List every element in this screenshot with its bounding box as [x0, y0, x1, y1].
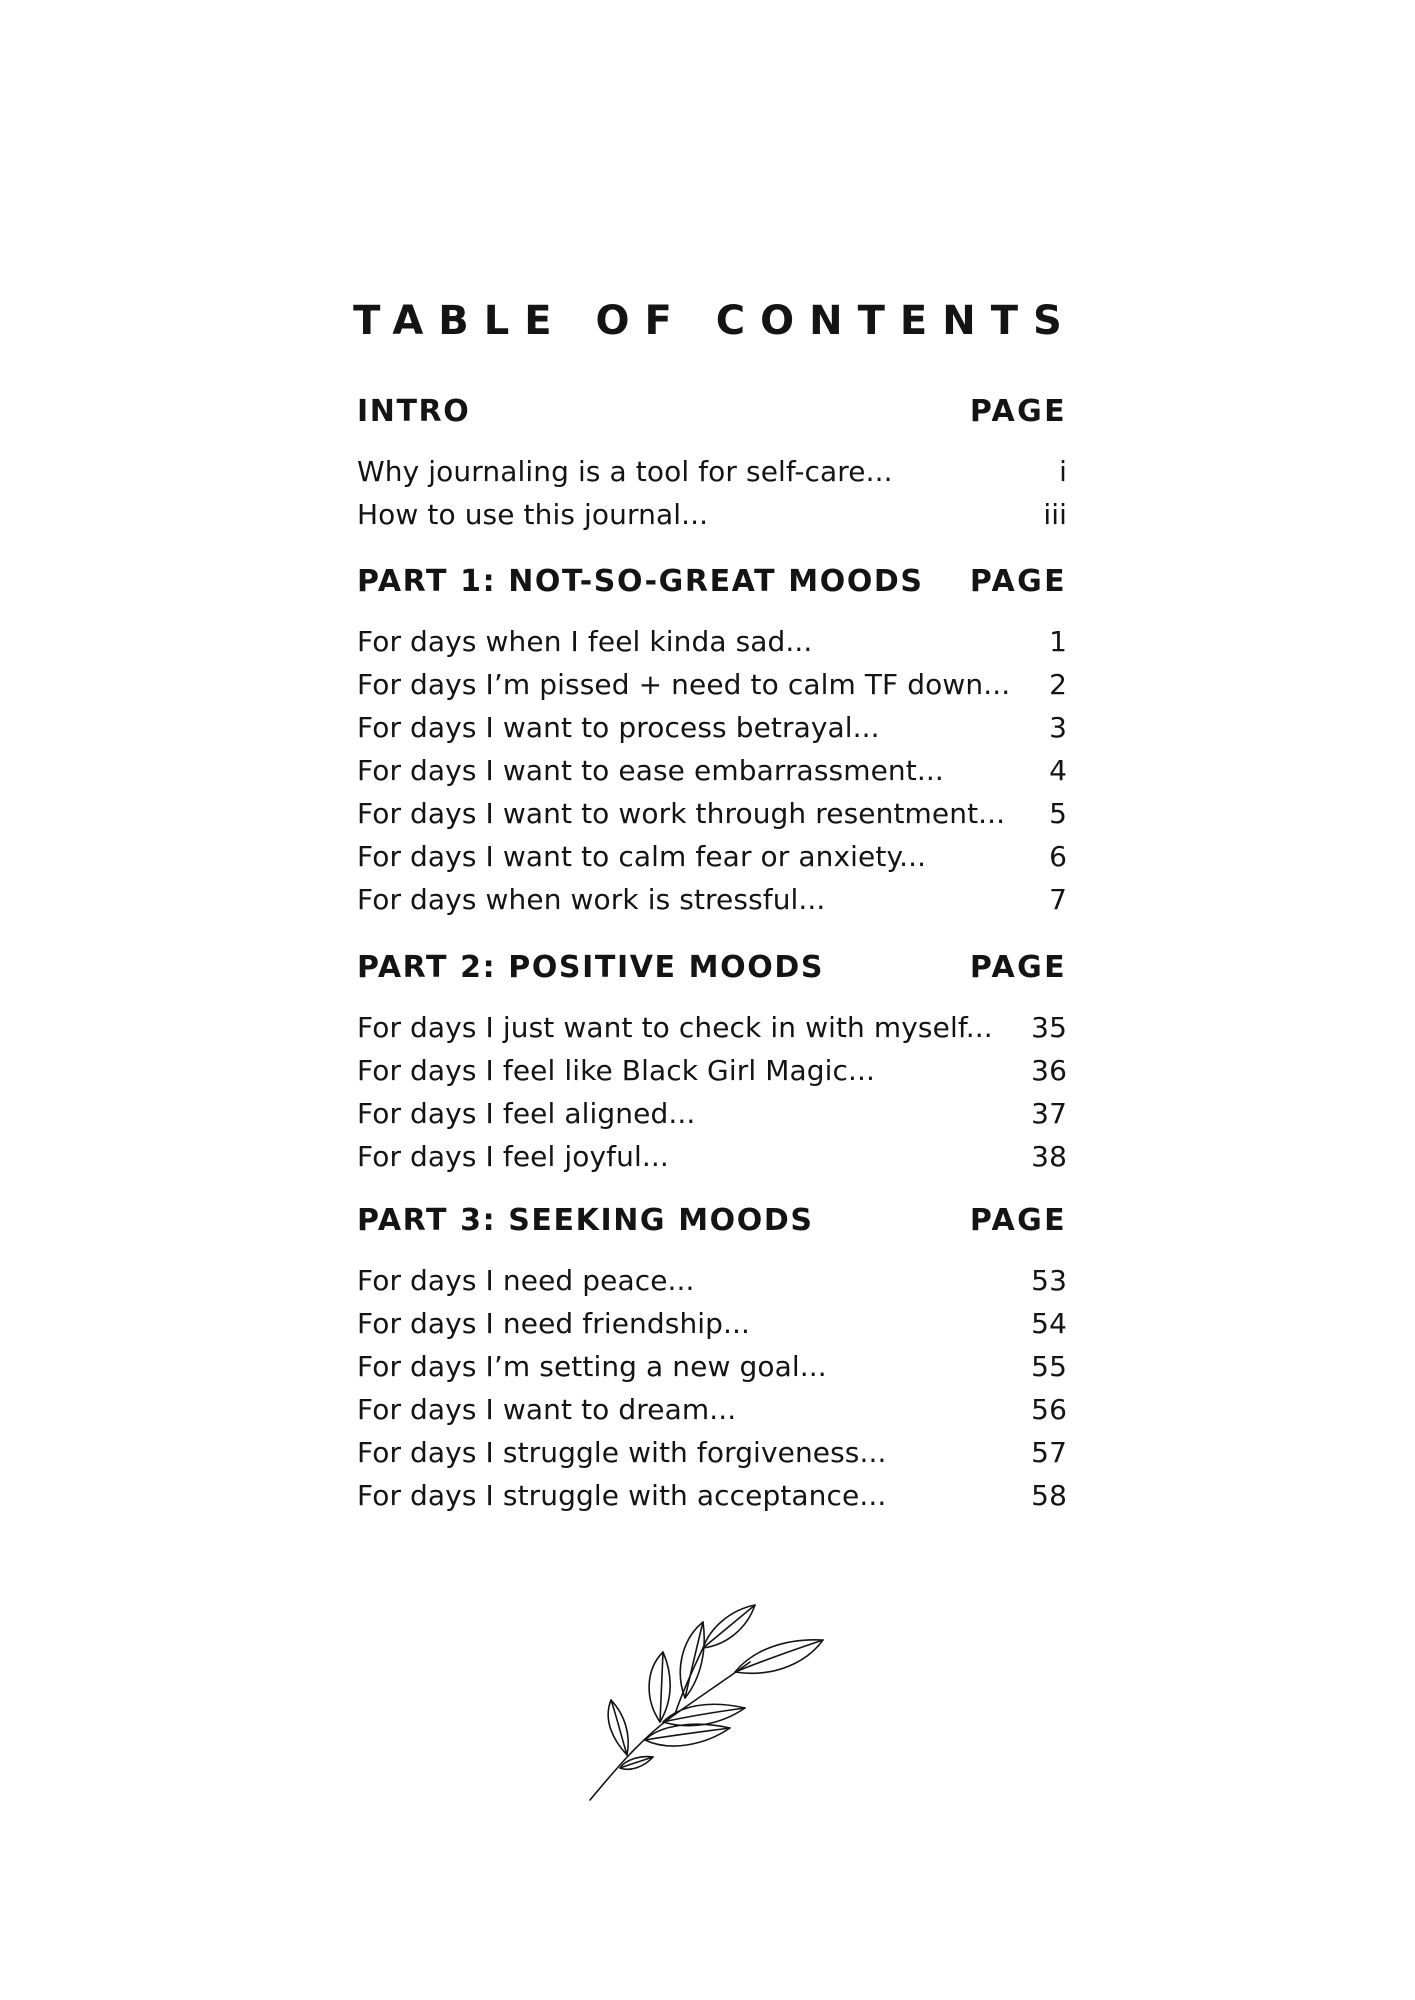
entry-title: How to use this journal...	[357, 498, 709, 531]
toc-entry[interactable]	[357, 1259, 1067, 1302]
entry-page-number: 38	[1031, 1140, 1067, 1173]
section-heading: PART 1: NOT-SO-GREAT MOODS	[357, 564, 924, 599]
entry-title: For days I feel aligned...	[357, 1097, 696, 1130]
entry-title: For days I want to process betrayal...	[357, 711, 880, 744]
toc-entry[interactable]	[357, 1006, 1067, 1049]
section-header	[357, 558, 1067, 606]
entry-page-number: 5	[1049, 797, 1067, 830]
toc-entry[interactable]	[357, 1474, 1067, 1517]
entry-title: For days I need friendship...	[357, 1307, 751, 1340]
toc-entry[interactable]	[357, 1049, 1067, 1092]
toc-entry[interactable]	[357, 1388, 1067, 1431]
entry-title: For days I just want to check in with myself...	[357, 1011, 993, 1044]
entry-title: For days I feel like Black Girl Magic...	[357, 1054, 875, 1087]
entry-title: For days I need peace...	[357, 1264, 695, 1297]
toc-entry[interactable]	[357, 1302, 1067, 1345]
entry-title: For days I feel joyful...	[357, 1140, 669, 1173]
entry-list	[357, 1259, 1067, 1517]
toc-entry[interactable]	[357, 1345, 1067, 1388]
entry-page-number: 36	[1031, 1054, 1067, 1087]
entry-page-number: 35	[1031, 1011, 1067, 1044]
section-header	[357, 1197, 1067, 1245]
toc-entry[interactable]	[357, 835, 1067, 878]
page-column-label: PAGE	[969, 564, 1067, 599]
entry-page-number: 37	[1031, 1097, 1067, 1130]
toc-entry[interactable]	[357, 1135, 1067, 1178]
page-column-label: PAGE	[969, 1203, 1067, 1238]
toc-entry[interactable]	[357, 878, 1067, 921]
entry-page-number: 7	[1049, 883, 1067, 916]
toc-entry[interactable]	[357, 450, 1067, 493]
entry-page-number: 4	[1049, 754, 1067, 787]
toc-entry[interactable]	[357, 1092, 1067, 1135]
entry-page-number: 53	[1031, 1264, 1067, 1297]
section-header	[357, 944, 1067, 992]
leaf-sprig-icon	[585, 1600, 835, 1805]
toc-entry[interactable]	[357, 1431, 1067, 1474]
entry-page-number: 6	[1049, 840, 1067, 873]
section-header	[357, 388, 1067, 436]
entry-title: For days I want to dream...	[357, 1393, 737, 1426]
entry-page-number: i	[1059, 455, 1067, 488]
section-part-3	[357, 1197, 1067, 1517]
entry-page-number: 1	[1049, 625, 1067, 658]
section-intro	[357, 388, 1067, 536]
entry-title: For days I’m pissed + need to calm TF down...	[357, 668, 1011, 701]
toc-entry[interactable]	[357, 620, 1067, 663]
section-heading: PART 3: SEEKING MOODS	[357, 1203, 814, 1238]
page-column-label: PAGE	[969, 950, 1067, 985]
entry-title: For days I want to work through resentment...	[357, 797, 1006, 830]
entry-list	[357, 1006, 1067, 1178]
toc-entry[interactable]	[357, 792, 1067, 835]
entry-title: For days I want to calm fear or anxiety...	[357, 840, 927, 873]
page-column-label: PAGE	[969, 394, 1067, 429]
entry-title: Why journaling is a tool for self-care...	[357, 455, 893, 488]
page-title: TABLE OF CONTENTS	[353, 298, 1077, 344]
entry-title: For days I struggle with acceptance...	[357, 1479, 887, 1512]
toc-entry[interactable]	[357, 706, 1067, 749]
entry-title: For days I struggle with forgiveness...	[357, 1436, 887, 1469]
section-part-1	[357, 558, 1067, 921]
entry-page-number: 3	[1049, 711, 1067, 744]
entry-page-number: 55	[1031, 1350, 1067, 1383]
entry-page-number: 54	[1031, 1307, 1067, 1340]
section-heading: PART 2: POSITIVE MOODS	[357, 950, 825, 985]
toc-entry[interactable]	[357, 749, 1067, 792]
entry-title: For days when I feel kinda sad...	[357, 625, 813, 658]
entry-page-number: 2	[1049, 668, 1067, 701]
entry-page-number: 56	[1031, 1393, 1067, 1426]
entry-list	[357, 450, 1067, 536]
entry-page-number: iii	[1043, 498, 1067, 531]
entry-page-number: 57	[1031, 1436, 1067, 1469]
entry-title: For days I want to ease embarrassment...	[357, 754, 944, 787]
entry-page-number: 58	[1031, 1479, 1067, 1512]
entry-list	[357, 620, 1067, 921]
toc-entry[interactable]	[357, 493, 1067, 536]
section-heading: INTRO	[357, 394, 471, 429]
entry-title: For days when work is stressful...	[357, 883, 826, 916]
entry-title: For days I’m setting a new goal...	[357, 1350, 827, 1383]
section-part-2	[357, 944, 1067, 1178]
toc-entry[interactable]	[357, 663, 1067, 706]
